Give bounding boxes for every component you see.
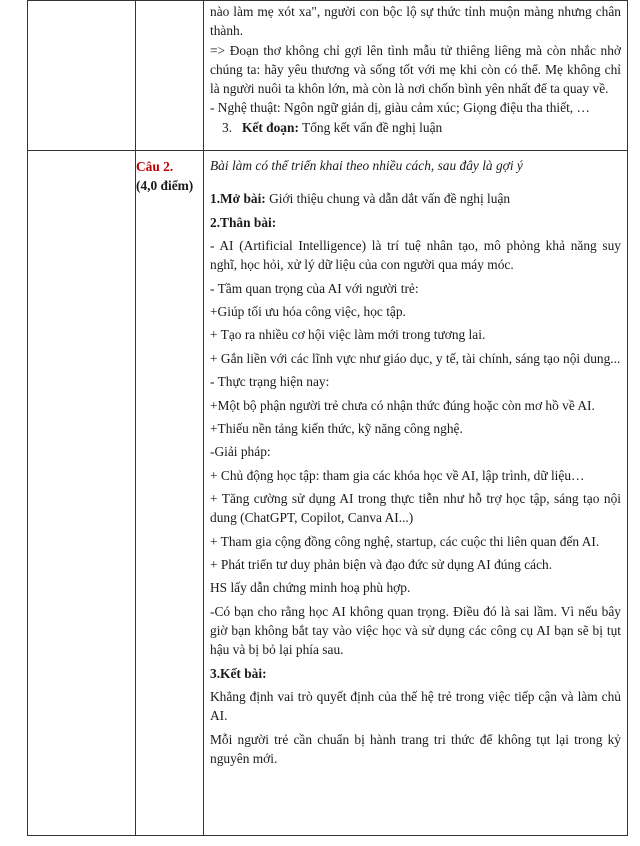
text-line: - AI (Artificial Intelligence) là trí tuệ nhân tạo, mô phỏng khả năng suy nghĩ, học hỏi, xử lý dữ liệu của con người qua máy móc. xyxy=(210,237,621,273)
text-line: => Đoạn thơ không chỉ gợi lên tình mẫu tử thiêng liêng mà còn nhắc nhở chúng ta: hãy yêu thương và sống tốt với mẹ khi còn có thể. Mẹ không chỉ là người nuôi ta khôn lớn, mà còn là nơi chốn bình yên nhất để ta quay về. xyxy=(210,42,621,97)
mo-bai-label: 1.Mở bài: xyxy=(210,191,266,207)
conclusion-text: Tổng kết vấn đề nghị luận xyxy=(298,119,443,135)
question-cell xyxy=(136,151,204,836)
text-line: +Một bộ phận người trẻ chưa có nhận thức đúng hoặc còn mơ hồ về AI. xyxy=(210,397,595,413)
text-line: + Tạo ra nhiều cơ hội việc làm mới trong tương lai. xyxy=(210,327,486,343)
conclusion-label: Kết đoạn: xyxy=(242,119,299,135)
question-label: Câu 2. xyxy=(136,159,174,174)
conclusion-line xyxy=(210,118,621,137)
text-line: + Phát triển tư duy phản biện và đạo đức sử dụng AI đúng cách. xyxy=(210,557,553,573)
answer-cell xyxy=(204,151,628,836)
text-line: +Thiếu nền tảng kiến thức, kỹ năng công nghệ. xyxy=(210,420,463,436)
question-cell-empty xyxy=(136,1,204,151)
answer-cell xyxy=(204,1,628,151)
intro-note: Bài làm có thể triển khai theo nhiều cách, sau đây là gợi ý xyxy=(210,158,523,173)
text-line: + Gắn liền với các lĩnh vực như giáo dục, y tế, tài chính, sáng tạo nội dung... xyxy=(210,350,621,366)
answer-table xyxy=(27,0,628,836)
text-line: HS lấy dẫn chứng minh hoạ phù hợp. xyxy=(210,580,411,596)
than-bai-label: 2.Thân bài: xyxy=(210,214,277,230)
text-line: - Nghệ thuật: Ngôn ngữ giản dị, giàu cảm xúc; Giọng điệu tha thiết, … xyxy=(210,100,590,116)
blank-cell xyxy=(28,1,136,151)
mo-bai-text: Giới thiệu chung và dẫn dắt vấn đề nghị luận xyxy=(265,191,511,207)
mo-bai-line xyxy=(210,189,621,208)
text-line: - Tầm quan trọng của AI với người trẻ: xyxy=(210,280,419,296)
text-line: +Giúp tối ưu hóa công việc, học tập. xyxy=(210,303,406,319)
text-line: Mỗi người trẻ cần chuẩn bị hành trang tri thức để không tụt lại trong kỷ nguyên mới. xyxy=(210,731,621,766)
text-line: + Chủ động học tập: tham gia các khóa học về AI, lập trình, dữ liệu… xyxy=(210,467,585,483)
text-line: nào làm mẹ xót xa", người con bộc lộ sự thức tỉnh muộn màng nhưng chân thành. xyxy=(210,4,621,39)
text-line: -Có bạn cho rằng học AI không quan trọng. Điều đó là sai lầm. Vì nếu bây giờ bạn không bắt tay vào việc học và sử dụng các công cụ AI bạn sẽ bị tụt hậu và bị bỏ lại phía sau. xyxy=(210,603,621,658)
text-line: -Giải pháp: xyxy=(210,444,271,460)
text-line: + Tăng cường sử dụng AI trong thực tiễn như hỗ trợ học tập, sáng tạo nội dung (ChatGPT, Copilot, Canva AI...) xyxy=(210,491,621,526)
question-points: (4,0 điểm) xyxy=(136,178,194,193)
ket-bai-label: 3.Kết bài: xyxy=(210,665,267,681)
blank-cell xyxy=(28,151,136,836)
list-number: 3. xyxy=(222,119,233,135)
text-line: + Tham gia cộng đồng công nghệ, startup, các cuộc thi liên quan đến AI. xyxy=(210,533,600,549)
table-row-cau1-continued xyxy=(28,1,628,151)
text-line: Khẳng định vai trò quyết định của thế hệ trẻ trong việc tiếp cận và làm chủ AI. xyxy=(210,689,621,724)
text-line: - Thực trạng hiện nay: xyxy=(210,374,330,390)
table-row-cau2 xyxy=(28,151,628,836)
